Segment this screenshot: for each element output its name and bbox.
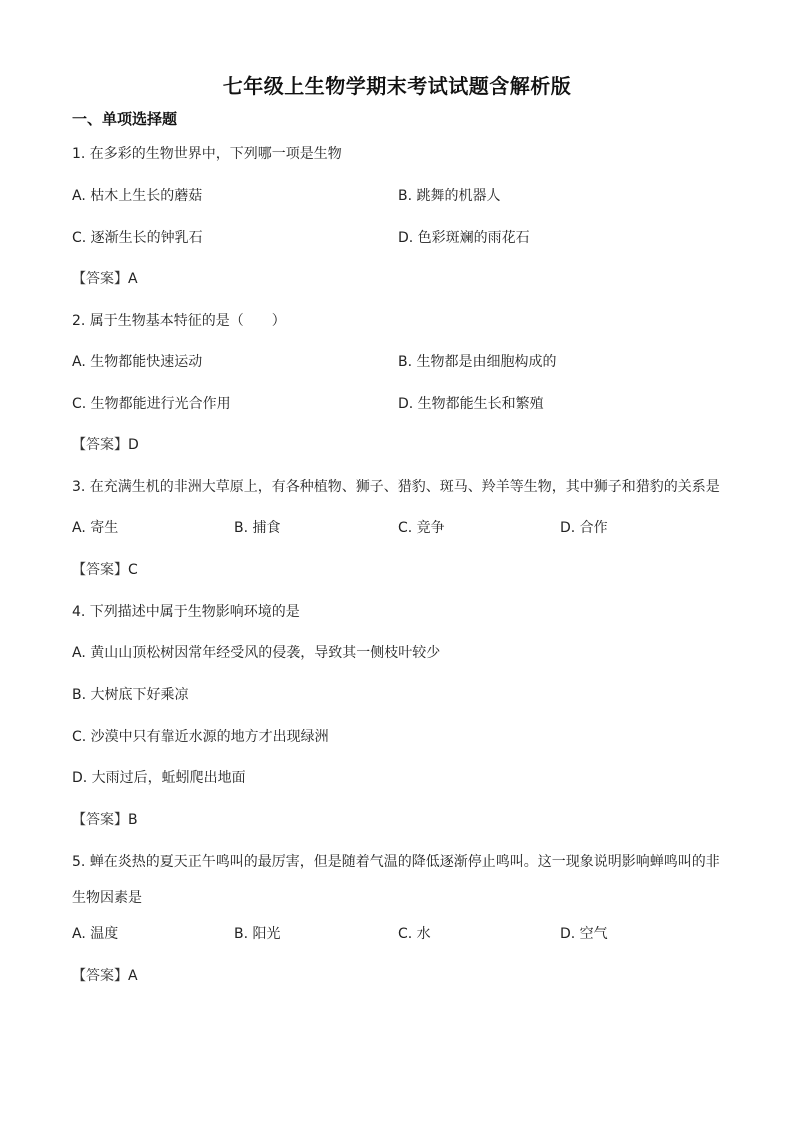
question-4-option-b: B. 大树底下好乘凉 bbox=[72, 687, 189, 703]
question-5-option-b: B. 阳光 bbox=[234, 926, 281, 942]
question-3-stem: 3. 在充满生机的非洲大草原上，有各种植物、狮子、猎豹、斑马、羚羊等生物，其中狮子和猎豹的关系是 bbox=[72, 479, 720, 495]
question-1-option-b: B. 跳舞的机器人 bbox=[398, 188, 501, 204]
question-4-option-d: D. 大雨过后，蚯蚓爬出地面 bbox=[72, 770, 246, 786]
question-5-option-a: A. 温度 bbox=[72, 926, 119, 942]
question-4-answer bbox=[72, 810, 138, 830]
page-title: 七年级上生物学期末考试试题含解析版 bbox=[222, 74, 572, 98]
question-2-stem: 2. 属于生物基本特征的是（ ） bbox=[72, 313, 286, 329]
question-4-stem: 4. 下列描述中属于生物影响环境的是 bbox=[72, 604, 300, 620]
answer-label: 【答案】 bbox=[72, 271, 128, 287]
answer-value: A bbox=[128, 271, 138, 287]
question-2-answer bbox=[72, 435, 139, 455]
answer-label: 【答案】 bbox=[72, 968, 128, 984]
answer-label: 【答案】 bbox=[72, 562, 128, 578]
answer-value: D bbox=[128, 437, 139, 453]
question-3-option-b: B. 捕食 bbox=[234, 520, 281, 536]
question-4-option-c: C. 沙漠中只有靠近水源的地方才出现绿洲 bbox=[72, 729, 329, 745]
question-3-option-c: C. 竞争 bbox=[398, 520, 445, 536]
question-2-option-c: C. 生物都能进行光合作用 bbox=[72, 396, 231, 412]
question-1-answer bbox=[72, 269, 138, 289]
answer-label: 【答案】 bbox=[72, 812, 128, 828]
question-5-stem-line-2: 生物因素是 bbox=[72, 890, 142, 906]
section-heading: 一、单项选择题 bbox=[72, 110, 178, 128]
question-2-option-a: A. 生物都能快速运动 bbox=[72, 354, 203, 370]
answer-label: 【答案】 bbox=[72, 437, 128, 453]
question-3-answer bbox=[72, 560, 138, 580]
question-1-option-a: A. 枯木上生长的蘑菇 bbox=[72, 188, 203, 204]
question-3-option-a: A. 寄生 bbox=[72, 520, 119, 536]
answer-value: A bbox=[128, 968, 138, 984]
question-4-option-a: A. 黄山山顶松树因常年经受风的侵袭，导致其一侧枝叶较少 bbox=[72, 645, 441, 661]
answer-value: B bbox=[128, 812, 138, 828]
question-1-stem: 1. 在多彩的生物世界中，下列哪一项是生物 bbox=[72, 146, 342, 162]
question-1-option-c: C. 逐渐生长的钟乳石 bbox=[72, 230, 203, 246]
question-5-stem-line-1: 5. 蝉在炎热的夏天正午鸣叫的最厉害，但是随着气温的降低逐渐停止鸣叫。这一现象说明影响蝉鸣叫的非 bbox=[72, 854, 720, 870]
question-5-option-c: C. 水 bbox=[398, 926, 431, 942]
question-5-answer bbox=[72, 966, 138, 986]
question-2-option-d: D. 生物都能生长和繁殖 bbox=[398, 396, 544, 412]
answer-value: C bbox=[128, 562, 138, 578]
question-2-option-b: B. 生物都是由细胞构成的 bbox=[398, 354, 557, 370]
question-5-option-d: D. 空气 bbox=[560, 926, 608, 942]
question-1-option-d: D. 色彩斑斓的雨花石 bbox=[398, 230, 530, 246]
question-3-option-d: D. 合作 bbox=[560, 520, 608, 536]
